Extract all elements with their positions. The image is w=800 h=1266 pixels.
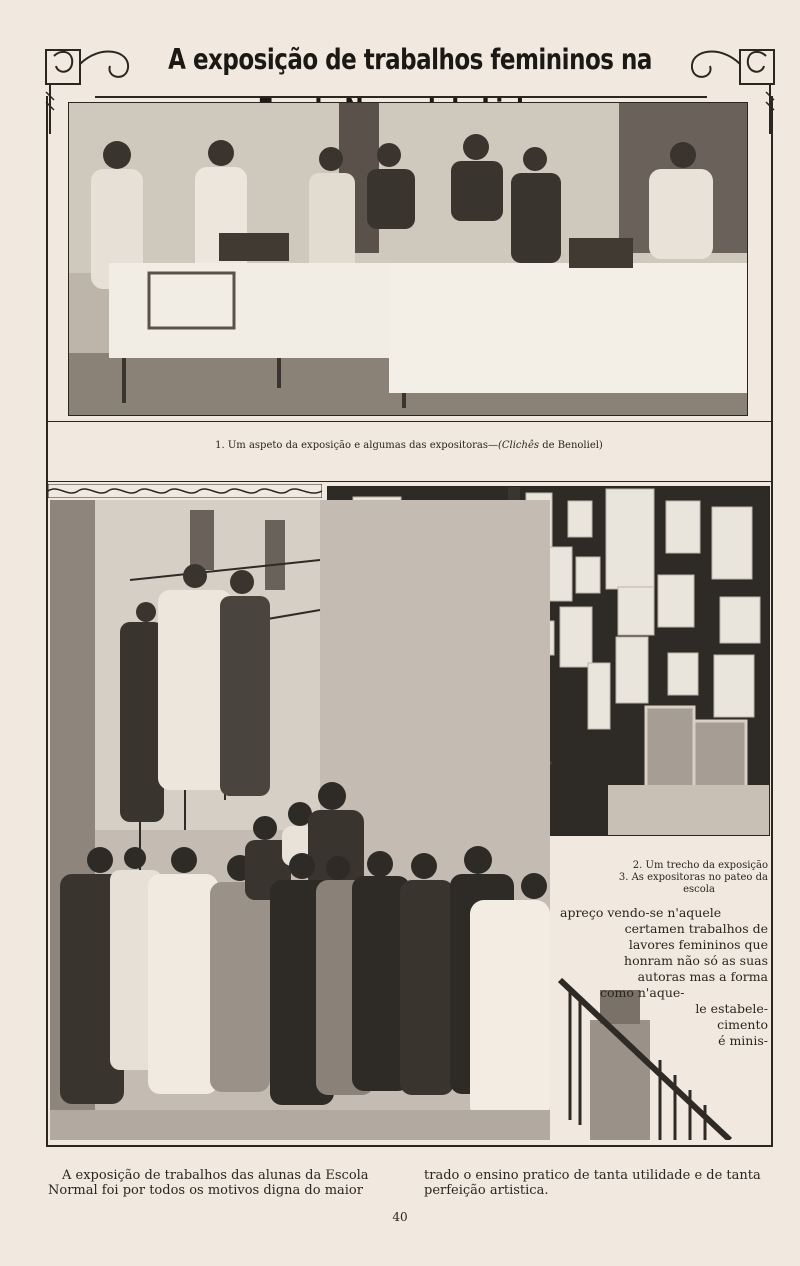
page-title: A exposição de trabalhos femininos na [168,43,652,77]
caption-bottom-rule [46,481,773,482]
side-text-line: honram não só as suas [624,953,768,968]
side-text-line: lavores femininos que [628,937,768,952]
bottom-text-right-column [424,1168,784,1198]
right-frame-rule [771,96,773,1146]
caption-line-1: 2. Um trecho da exposição [632,860,768,871]
side-text-line: cimento [717,1017,768,1032]
bottom-left-line: Normal foi por todos os motivos digna do maior [48,1183,363,1198]
photo1-caption [48,440,770,451]
photo-exhibition-tables [68,102,748,416]
title-rule [95,96,707,98]
page-number: 40 [392,1210,408,1224]
caption-line-3: escola [683,884,715,895]
photo1-caption-credit-italic: (Clichês [497,440,540,451]
side-text-line: autoras mas a forma [637,969,768,984]
photo1-caption-main: 1. Um aspeto da exposição e algumas das expositoras— [215,440,498,451]
caption-top-rule [46,421,773,422]
side-text-line: é minis- [718,1033,768,1048]
side-text-line: apreço vendo-se n'aquele [560,905,722,920]
side-text-line: certamen trabalhos de [624,921,768,936]
photos-2-3-caption [570,860,768,896]
bottom-right-line: trado o ensino pratico de tanta utilidade e de tanta [424,1168,761,1183]
decorative-border-band-icon [48,484,322,498]
side-text-line: le estabele- [695,1001,768,1016]
photo-exhibitors-courtyard [50,500,550,1140]
caption-line-2: 3. As expositoras no pateo da [618,872,768,883]
bottom-text-left-column [48,1168,408,1198]
photo1-caption-credit: de Benoliel) [539,440,603,451]
bottom-frame-rule [46,1145,773,1147]
bottom-right-line: perfeição artistica. [424,1183,549,1198]
side-text-line: como n'aque- [600,985,685,1000]
left-frame-rule [46,96,48,1146]
bottom-left-line: A exposição de trabalhos das alunas da Escola [62,1168,369,1183]
side-article-text [560,905,768,1049]
